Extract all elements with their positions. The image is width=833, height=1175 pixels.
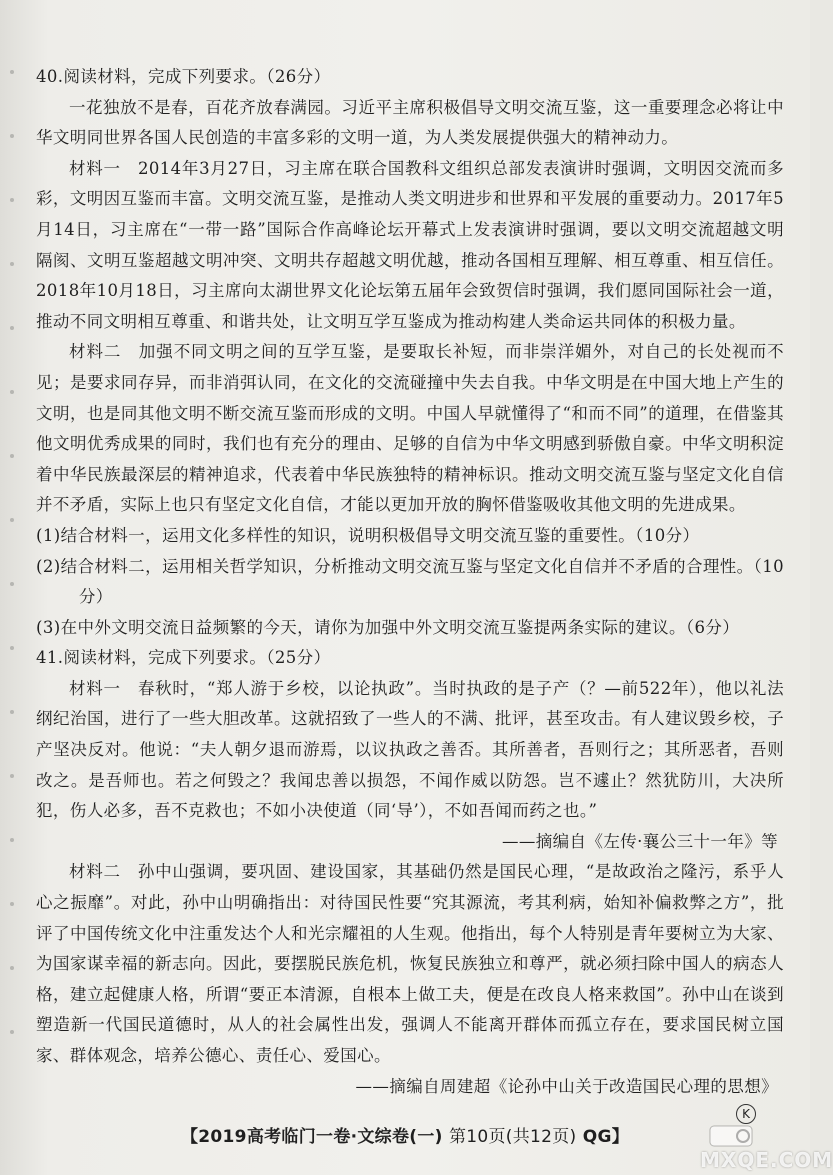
question-41-heading: 41.阅读材料，完成下列要求。（25分）: [36, 648, 331, 668]
footer-code: QG】: [582, 1127, 629, 1147]
question-41-material-2: 材料二 孙中山强调，要巩固、建设国家，其基础仍然是国民心理，“是故政治之隆污，系乎人心之振靡”。对此，孙中山明确指出：对待国民性要“究其源流，考其利病，始知补偏救弊之方”，批评了中国传统文化中注重发达个人和光宗耀祖的人生观。他指出，每个人特别是青年要树立为大家、为国家谋幸福的新志向。因此，要摆脱民族危机，恢复民族独立和尊严，就必须扫除中国人的病态人格，建立起健康人格，所谓“要正本清源，自根本上做工夫，便是在改良人格来救国”。孙中山在谈到塑造新一代国民道德时，从人的社会属性出发，强调人不能离开群体而孤立存在，要求国民树立国家、群体观念，培养公德心、责任心、爱国心。: [36, 862, 784, 1065]
footer-page-number: 第10页(共12页): [448, 1127, 577, 1147]
question-40-material-2: 材料二 加强不同文明之间的互学互鉴，是要取长补短，而非崇洋媚外，对自己的长处视而不见；是要求同存异，而非消弭认同，在文化的交流碰撞中失去自我。中华文明是在中国大地上产生的文明，也是同其他文明不断交流互鉴而形成的文明。中国人早就懂得了“和而不同”的道理，在借鉴其他文明优秀成果的同时，我们也有充分的理由、足够的自信为中华文明感到骄傲自豪。中华文明积淀着中华民族最深层的精神追求，代表着中华民族独特的精神标识。推动文明交流互鉴与坚定文化自信并不矛盾，实际上也只有坚定文化自信，才能以更加开放的胸怀借鉴吸收其他文明的先进成果。: [36, 342, 784, 515]
question-41-material-1: 材料一 春秋时，“郑人游于乡校，以论执政”。当时执政的是子产（？—前522年），他以礼法纲纪治国，进行了一些大胆改革。这就招致了一些人的不满、批评，甚至攻击。有人建议毁乡校，子产坚决反对。他说：“夫人朝夕退而游焉，以议执政之善否。其所善者，吾则行之；其所恶者，吾则改之。是吾师也。若之何毁之？我闻忠善以损怨，不闻作威以防怨。岂不遽止？然犹防川，大决所犯，伤人必多，吾不克救也；不如小决使道（同‘导’），不如吾闻而药之也。”: [36, 678, 784, 821]
question-40-sub-3: (3)在中外文明交流日益频繁的今天，请你为加强中外文明交流互鉴提两条实际的建议。（6分）: [36, 617, 740, 637]
footer-title: 【2019高考临门一卷·文综卷(一): [181, 1127, 443, 1147]
question-40-material-1: 材料一 2014年3月27日，习主席在联合国教科文组织总部发表演讲时强调，文明因交流而多彩，文明因互鉴而丰富。文明交流互鉴，是推动人类文明进步和世界和平发展的重要动力。2017年5月14日，习主席在“一带一路”国际合作高峰论坛开幕式上发表演讲时强调，要以文明交流超越文明隔阂、文明互鉴超越文明冲突、文明共存超越文明优越，推动各国相互理解、相互尊重、相互信任。2018年10月18日，习主席向太湖世界文化论坛第五届年会致贺信时强调，我们愿同国际社会一道，推动不同文明相互尊重、和谐共处，让文明互学互鉴成为推动构建人类命运共同体的积极力量。: [36, 158, 784, 331]
question-40-sub-2: (2)结合材料二，运用相关哲学知识，分析推动文明交流互鉴与坚定文化自信并不矛盾的合理性。（10分）: [36, 556, 784, 607]
corner-k-mark: K: [736, 1104, 756, 1124]
watermark-text: MXQE.COM: [700, 1148, 833, 1172]
page-footer: [0, 1122, 810, 1147]
watermark-logo-icon: [708, 1122, 754, 1150]
question-40-sub-1: (1)结合材料一，运用文化多样性的知识，说明积极倡导文明交流互鉴的重要性。（10分）: [36, 525, 700, 545]
question-41-material-1-source: ——摘编自《左传·襄公三十一年》等: [501, 831, 778, 851]
question-40-heading: 40.阅读材料，完成下列要求。（26分）: [36, 67, 331, 86]
question-41-material-2-source: ——摘编自周建超《论孙中山关于改造国民心理的思想》: [355, 1076, 778, 1096]
question-40-intro: 一花独放不是春，百花齐放春满园。习近平主席积极倡导文明交流互鉴，这一重要理念必将让中华文明同世界各国人民创造的丰富多彩的文明一道，为人类发展提供强大的精神动力。: [36, 97, 784, 148]
page-content: [36, 62, 784, 1102]
margin-dots: [8, 70, 18, 1070]
